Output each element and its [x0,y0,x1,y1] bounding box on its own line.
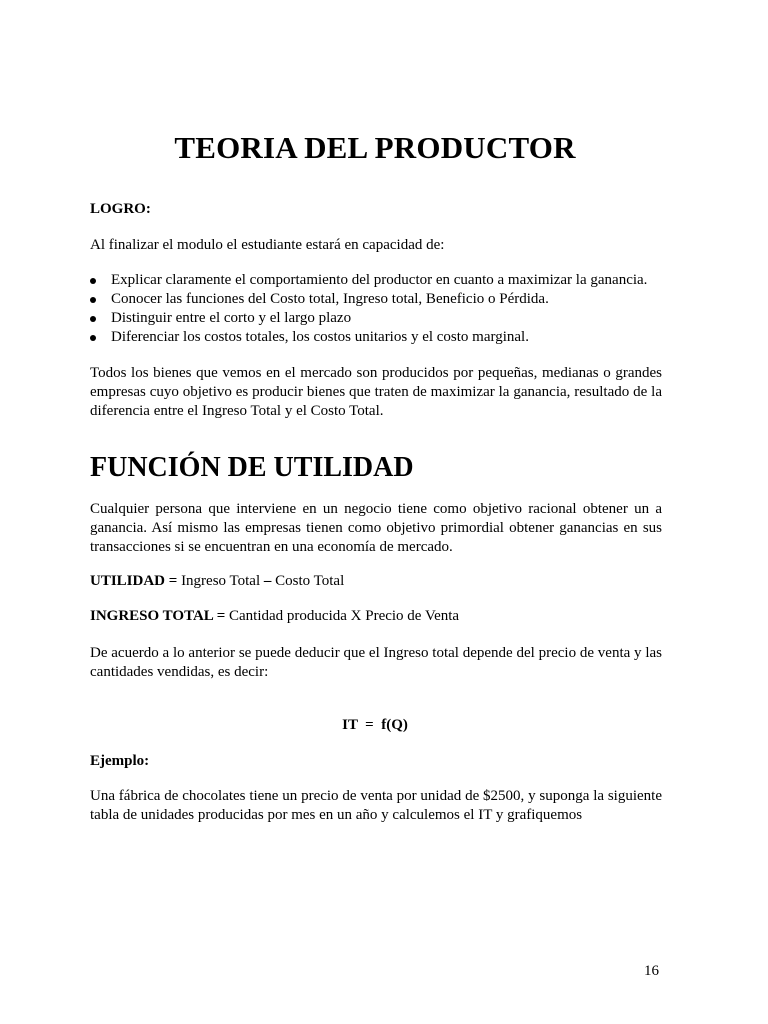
paragraph-bienes: Todos los bienes que vemos en el mercado son producidos por pequeñas, medianas o grandes empresas cuyo objetivo es producir bienes que traten de maximizar la ganancia, resultado de la diferencia entre el Ingreso Total y el Costo Total. [90,365,662,419]
bullet-icon [90,297,96,303]
ingreso-label: INGRESO TOTAL = [90,608,226,624]
paragraph-ejemplo: Una fábrica de chocolates tiene un precio de venta por unidad de $2500, y suponga la siguiente tabla de unidades producidas por mes en un año y calculemos el IT y grafiquemos [90,788,662,823]
utilidad-definition [90,572,344,591]
list-item [90,271,647,290]
paragraph-deducir: De acuerdo a lo anterior se puede deducir que el Ingreso total depende del precio de venta y las cantidades vendidas, es decir: [90,645,662,680]
page-number: 16 [644,963,659,979]
bullet-icon [90,316,96,322]
paragraph-negocio: Cualquier persona que interviene en un negocio tiene como objetivo racional obtener un a ganancia. Así mismo las empresas tienen como objetivo primordial obtener ganancias en sus transacciones si se encuentran en una economía de mercado. [90,501,662,555]
list-item-text: Distinguir entre el corto y el largo plazo [111,310,352,326]
objectives-list [90,271,647,347]
utilidad-dash: – [263,573,272,589]
list-item-text: Diferenciar los costos totales, los costos unitarios y el costo marginal. [111,329,529,345]
list-item-text: Explicar claramente el comportamiento del productor en cuanto a maximizar la ganancia. [111,272,648,288]
bullet-icon [90,335,96,341]
section-heading: FUNCIÓN DE UTILIDAD [90,452,414,483]
intro-text: Al finalizar el modulo el estudiante estará en capacidad de: [90,237,445,253]
ingreso-definition [90,607,459,626]
list-item [90,309,647,328]
logro-label: LOGRO: [90,201,151,217]
list-item [90,290,647,309]
utilidad-label: UTILIDAD = [90,573,178,589]
utilidad-text: Ingreso Total [181,573,261,589]
bullet-icon [90,278,96,284]
utilidad-rest: Costo Total [275,573,345,589]
list-item-text: Conocer las funciones del Costo total, Ingreso total, Beneficio o Pérdida. [111,291,549,307]
page-title: TEORIA DEL PRODUCTOR [174,130,576,165]
formula: IT = f(Q) [342,717,408,733]
list-item [90,328,647,347]
ingreso-text: Cantidad producida X Precio de Venta [229,608,460,624]
ejemplo-label: Ejemplo: [90,753,150,769]
